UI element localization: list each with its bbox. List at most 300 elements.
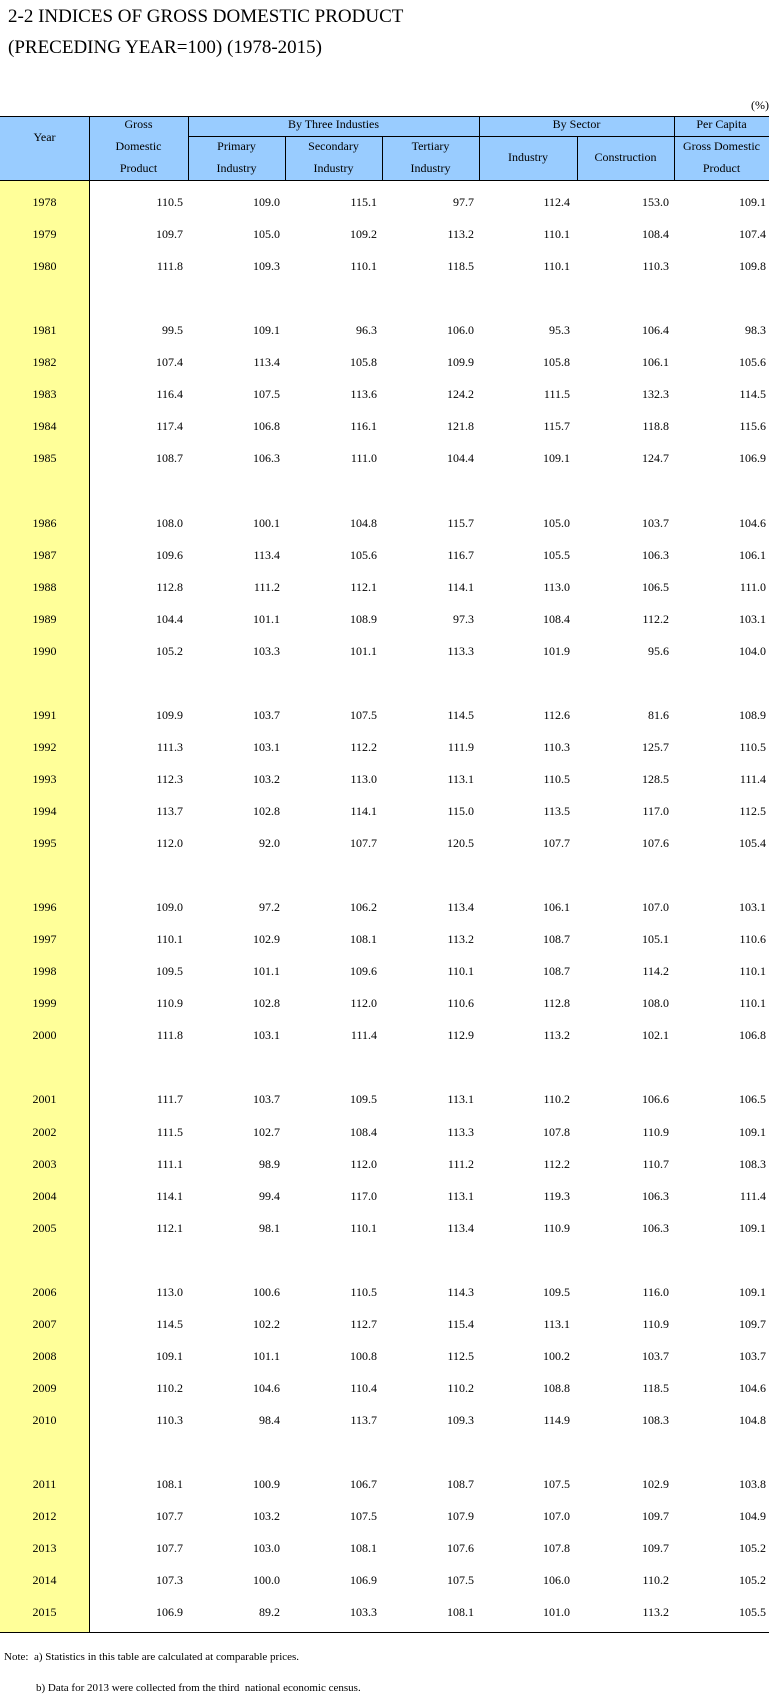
year-cell: 1982 (32, 355, 57, 370)
construction-cell: 95.6 (648, 643, 669, 658)
year-cell: 2006 (32, 1284, 57, 1299)
construction-cell: 112.2 (642, 611, 669, 626)
year-cell: 1996 (32, 900, 57, 915)
primary-cell: 104.6 (253, 1380, 280, 1395)
primary-cell: 103.2 (253, 771, 280, 786)
per-capita-cell: 110.1 (739, 996, 766, 1011)
gdp-cell: 112.8 (156, 579, 183, 594)
construction-cell: 110.9 (642, 1124, 669, 1139)
industry-cell: 101.9 (543, 643, 570, 658)
header-divider (188, 116, 189, 181)
table-row (0, 1019, 769, 1051)
tertiary-cell: 97.3 (453, 611, 474, 626)
tertiary-cell: 114.5 (447, 707, 474, 722)
tertiary-cell: 113.2 (447, 932, 474, 947)
note-line1: Note: a) Statistics in this table are calculated at comparable prices. (4, 1651, 300, 1663)
tertiary-cell: 113.3 (447, 1124, 474, 1139)
gdp-cell: 109.0 (156, 900, 183, 915)
secondary-cell: 111.0 (350, 451, 377, 466)
construction-cell: 105.1 (642, 932, 669, 947)
construction-cell: 110.2 (642, 1573, 669, 1588)
per-capita-cell: 108.3 (739, 1156, 766, 1171)
construction-cell: 106.4 (642, 323, 669, 338)
secondary-cell: 96.3 (356, 323, 377, 338)
primary-cell: 109.3 (253, 259, 280, 274)
per-capita-cell: 109.1 (739, 1284, 766, 1299)
gdp-cell: 116.4 (156, 387, 183, 402)
per-capita-cell: 111.4 (739, 1188, 766, 1203)
industry-cell: 112.6 (543, 707, 570, 722)
construction-cell: 103.7 (642, 515, 669, 530)
per-capita-cell: 109.8 (739, 259, 766, 274)
year-cell: 2005 (32, 1220, 57, 1235)
per-capita-cell: 112.5 (739, 803, 766, 818)
gdp-cell: 111.8 (156, 259, 183, 274)
gdp-cell: 105.2 (156, 643, 183, 658)
year-cell: 2009 (32, 1380, 57, 1395)
table-row (0, 955, 769, 987)
year-cell: 2013 (32, 1541, 57, 1556)
industry-cell: 114.9 (543, 1412, 570, 1427)
tertiary-cell: 115.0 (447, 803, 474, 818)
year-cell: 1999 (32, 996, 57, 1011)
year-cell: 2015 (32, 1605, 57, 1620)
construction-cell: 109.7 (642, 1541, 669, 1556)
gdp-cell: 107.4 (156, 355, 183, 370)
tertiary-cell: 113.1 (447, 1092, 474, 1107)
table-row (0, 1116, 769, 1148)
per-capita-cell: 98.3 (745, 323, 766, 338)
table-top-rule (0, 116, 769, 117)
construction-cell: 108.0 (642, 996, 669, 1011)
per-capita-cell: 109.1 (739, 195, 766, 209)
table-row (0, 250, 769, 282)
gdp-cell: 108.1 (156, 1477, 183, 1491)
primary-cell: 99.4 (259, 1188, 280, 1203)
secondary-cell: 110.1 (350, 259, 377, 274)
secondary-cell: 115.1 (350, 195, 377, 209)
gdp-cell: 111.8 (156, 1028, 183, 1043)
table-row (0, 763, 769, 795)
industry-cell: 110.5 (543, 771, 570, 786)
per-capita-cell: 106.5 (739, 1092, 766, 1107)
year-cell: 1991 (32, 707, 57, 722)
secondary-cell: 101.1 (350, 643, 377, 658)
gdp-cell: 109.5 (156, 964, 183, 979)
tertiary-cell: 113.4 (447, 1220, 474, 1235)
secondary-cell: 110.1 (350, 1220, 377, 1235)
primary-cell: 100.1 (253, 515, 280, 530)
primary-cell: 102.8 (253, 803, 280, 818)
gdp-cell: 112.1 (156, 1220, 183, 1235)
industry-cell: 105.0 (543, 515, 570, 530)
gdp-cell: 109.9 (156, 707, 183, 722)
construction-cell: 110.3 (642, 259, 669, 274)
table-row (0, 635, 769, 667)
secondary-cell: 112.1 (350, 579, 377, 594)
tertiary-cell: 112.9 (447, 1028, 474, 1043)
tertiary-cell: 113.4 (447, 900, 474, 915)
year-cell: 1993 (32, 771, 57, 786)
construction-cell: 125.7 (642, 739, 669, 754)
primary-cell: 103.1 (253, 739, 280, 754)
year-cell: 1990 (32, 643, 57, 658)
table-row (0, 699, 769, 731)
construction-cell: 106.3 (642, 1220, 669, 1235)
header-per-capita-line3: Product (702, 161, 741, 175)
gdp-cell: 109.7 (156, 227, 183, 241)
industry-cell: 108.4 (543, 611, 570, 626)
tertiary-cell: 107.6 (447, 1541, 474, 1556)
per-capita-cell: 111.4 (739, 771, 766, 786)
primary-cell: 102.7 (253, 1124, 280, 1139)
year-cell: 1986 (32, 515, 57, 530)
gdp-cell: 117.4 (156, 419, 183, 434)
construction-cell: 106.5 (642, 579, 669, 594)
primary-cell: 92.0 (259, 836, 280, 850)
primary-cell: 103.1 (253, 1028, 280, 1043)
secondary-cell: 107.5 (350, 1509, 377, 1524)
industry-cell: 105.5 (543, 547, 570, 562)
industry-cell: 108.7 (543, 964, 570, 979)
primary-cell: 103.0 (253, 1541, 280, 1556)
industry-cell: 95.3 (549, 323, 570, 338)
header-construction: Construction (594, 150, 657, 164)
secondary-cell: 112.7 (350, 1316, 377, 1331)
per-capita-cell: 115.6 (739, 419, 766, 434)
tertiary-cell: 104.4 (447, 451, 474, 466)
tertiary-cell: 106.0 (447, 323, 474, 338)
secondary-cell: 108.1 (350, 932, 377, 947)
secondary-cell: 106.2 (350, 900, 377, 915)
secondary-cell: 112.0 (350, 996, 377, 1011)
secondary-cell: 112.0 (350, 1156, 377, 1171)
secondary-cell: 108.1 (350, 1541, 377, 1556)
industry-cell: 109.1 (543, 451, 570, 466)
per-capita-cell: 106.9 (739, 451, 766, 466)
header-primary-line1: Primary (217, 139, 256, 153)
per-capita-cell: 105.6 (739, 355, 766, 370)
secondary-cell: 107.5 (350, 707, 377, 722)
construction-cell: 106.3 (642, 547, 669, 562)
construction-cell: 108.3 (642, 1412, 669, 1427)
primary-cell: 113.4 (253, 547, 280, 562)
construction-cell: 81.6 (648, 707, 669, 722)
per-capita-cell: 105.2 (739, 1573, 766, 1588)
gdp-cell: 110.3 (156, 1412, 183, 1427)
gdp-cell: 112.0 (156, 836, 183, 850)
year-cell: 1992 (32, 739, 57, 754)
primary-cell: 101.1 (253, 1348, 280, 1363)
tertiary-cell: 114.1 (447, 579, 474, 594)
industry-cell: 113.0 (543, 579, 570, 594)
header-per-capita-line1: Per Capita (696, 117, 747, 131)
construction-cell: 117.0 (642, 803, 669, 818)
primary-cell: 105.0 (253, 227, 280, 241)
per-capita-cell: 104.0 (739, 643, 766, 658)
secondary-cell: 114.1 (350, 803, 377, 818)
per-capita-cell: 103.7 (739, 1348, 766, 1363)
gdp-indices-table (0, 116, 769, 1633)
table-row (0, 891, 769, 923)
year-cell: 2012 (32, 1509, 57, 1524)
primary-cell: 109.1 (253, 323, 280, 338)
secondary-cell: 109.2 (350, 227, 377, 241)
industry-cell: 110.9 (543, 1220, 570, 1235)
per-capita-cell: 110.6 (739, 932, 766, 947)
industry-cell: 111.5 (543, 387, 570, 402)
year-cell: 1989 (32, 611, 57, 626)
gdp-cell: 113.7 (156, 803, 183, 818)
gdp-cell: 111.5 (156, 1124, 183, 1139)
secondary-cell: 113.6 (350, 387, 377, 402)
industry-cell: 113.2 (543, 1028, 570, 1043)
per-capita-cell: 103.1 (739, 900, 766, 915)
per-capita-cell: 110.5 (739, 739, 766, 754)
table-row (0, 1468, 769, 1500)
secondary-cell: 100.8 (350, 1348, 377, 1363)
table-row (0, 987, 769, 1019)
note-line2: b) Data for 2013 were collected from the third national economic census. (36, 1682, 361, 1694)
secondary-cell: 117.0 (350, 1188, 377, 1203)
table-row (0, 507, 769, 539)
year-cell: 2000 (32, 1028, 57, 1043)
per-capita-cell: 107.4 (739, 227, 766, 241)
header-divider (479, 116, 480, 181)
header-gdp-line1: Gross (124, 117, 153, 131)
per-capita-cell: 106.1 (739, 547, 766, 562)
primary-cell: 98.4 (259, 1412, 280, 1427)
per-capita-cell: 105.2 (739, 1541, 766, 1556)
construction-cell: 128.5 (642, 771, 669, 786)
table-row (0, 1340, 769, 1372)
header-divider (674, 116, 675, 181)
construction-cell: 109.7 (642, 1509, 669, 1524)
table-bottom-rule (0, 1632, 769, 1633)
tertiary-cell: 110.1 (447, 964, 474, 979)
year-cell: 1994 (32, 803, 57, 818)
secondary-cell: 105.6 (350, 547, 377, 562)
table-row (0, 1404, 769, 1436)
year-cell: 1995 (32, 836, 57, 850)
table-row (0, 1532, 769, 1564)
industry-cell: 100.2 (543, 1348, 570, 1363)
gdp-cell: 109.6 (156, 547, 183, 562)
gdp-cell: 107.7 (156, 1509, 183, 1524)
secondary-cell: 113.7 (350, 1412, 377, 1427)
industry-cell: 110.1 (543, 227, 570, 241)
gdp-cell: 108.7 (156, 451, 183, 466)
industry-cell: 119.3 (543, 1188, 570, 1203)
construction-cell: 102.9 (642, 1477, 669, 1491)
construction-cell: 124.7 (642, 451, 669, 466)
year-cell: 1978 (32, 195, 57, 209)
header-bottom-rule (0, 180, 769, 181)
table-row (0, 795, 769, 827)
secondary-cell: 112.2 (350, 739, 377, 754)
industry-cell: 110.2 (543, 1092, 570, 1107)
per-capita-cell: 103.8 (739, 1477, 766, 1491)
primary-cell: 98.9 (259, 1156, 280, 1171)
industry-cell: 107.8 (543, 1541, 570, 1556)
gdp-cell: 107.3 (156, 1573, 183, 1588)
construction-cell: 153.0 (642, 195, 669, 209)
tertiary-cell: 115.7 (447, 515, 474, 530)
construction-cell: 107.0 (642, 900, 669, 915)
industry-cell: 108.7 (543, 932, 570, 947)
year-cell: 2008 (32, 1348, 57, 1363)
table-row (0, 1308, 769, 1340)
gdp-cell: 111.3 (156, 739, 183, 754)
gdp-cell: 110.1 (156, 932, 183, 947)
gdp-cell: 99.5 (162, 323, 183, 338)
tertiary-cell: 108.1 (447, 1605, 474, 1620)
primary-cell: 111.2 (253, 579, 280, 594)
primary-cell: 107.5 (253, 387, 280, 402)
gdp-cell: 110.5 (156, 195, 183, 209)
industry-cell: 112.2 (543, 1156, 570, 1171)
primary-cell: 98.1 (259, 1220, 280, 1235)
gdp-cell: 113.0 (156, 1284, 183, 1299)
table-row (0, 378, 769, 410)
per-capita-cell: 104.6 (739, 1380, 766, 1395)
construction-cell: 114.2 (642, 964, 669, 979)
table-title-line2: (PRECEDING YEAR=100) (1978-2015) (8, 37, 322, 58)
year-cell: 2014 (32, 1573, 57, 1588)
table-row (0, 603, 769, 635)
secondary-cell: 109.6 (350, 964, 377, 979)
primary-cell: 109.0 (253, 195, 280, 209)
header-per-capita-line2: Gross Domestic (683, 139, 760, 153)
construction-cell: 106.6 (642, 1092, 669, 1107)
industry-cell: 101.0 (543, 1605, 570, 1620)
table-row (0, 827, 769, 859)
year-cell: 1987 (32, 547, 57, 562)
construction-cell: 113.2 (642, 1605, 669, 1620)
table-row (0, 1500, 769, 1532)
header-secondary-line1: Secondary (308, 139, 359, 153)
construction-cell: 118.8 (642, 419, 669, 434)
year-cell: 1981 (32, 323, 57, 338)
table-row (0, 410, 769, 442)
tertiary-cell: 113.1 (447, 1188, 474, 1203)
year-cell: 1988 (32, 579, 57, 594)
year-cell: 2002 (32, 1124, 57, 1139)
year-cell: 2007 (32, 1316, 57, 1331)
tertiary-cell: 111.2 (447, 1156, 474, 1171)
construction-cell: 106.3 (642, 1188, 669, 1203)
header-divider (382, 136, 383, 181)
tertiary-cell: 107.9 (447, 1509, 474, 1524)
secondary-cell: 108.4 (350, 1124, 377, 1139)
unit-label: (%) (751, 98, 769, 112)
year-cell: 1985 (32, 451, 57, 466)
primary-cell: 97.2 (259, 900, 280, 915)
header-by-sector: By Sector (552, 117, 601, 131)
header-gdp-line2: Domestic (115, 139, 162, 153)
secondary-cell: 107.7 (350, 836, 377, 850)
secondary-cell: 106.9 (350, 1573, 377, 1588)
header-primary-line2: Industry (216, 161, 257, 175)
secondary-cell: 105.8 (350, 355, 377, 370)
primary-cell: 101.1 (253, 611, 280, 626)
year-cell: 2010 (32, 1412, 57, 1427)
gdp-cell: 109.1 (156, 1348, 183, 1363)
primary-cell: 100.0 (253, 1573, 280, 1588)
secondary-cell: 116.1 (350, 419, 377, 434)
table-row (0, 314, 769, 346)
industry-cell: 107.5 (543, 1477, 570, 1491)
header-by-three-industries: By Three Industies (287, 117, 380, 131)
gdp-cell: 107.7 (156, 1541, 183, 1556)
gdp-cell: 111.1 (156, 1156, 183, 1171)
gdp-cell: 111.7 (156, 1092, 183, 1107)
primary-cell: 113.4 (253, 355, 280, 370)
tertiary-cell: 108.7 (447, 1477, 474, 1491)
year-cell: 2003 (32, 1156, 57, 1171)
construction-cell: 110.7 (642, 1156, 669, 1171)
table-row (0, 1596, 769, 1628)
tertiary-cell: 97.7 (453, 195, 474, 209)
primary-cell: 102.8 (253, 996, 280, 1011)
industry-cell: 105.8 (543, 355, 570, 370)
industry-cell: 110.3 (543, 739, 570, 754)
table-row (0, 1372, 769, 1404)
tertiary-cell: 111.9 (447, 739, 474, 754)
tertiary-cell: 114.3 (447, 1284, 474, 1299)
construction-cell: 102.1 (642, 1028, 669, 1043)
gdp-cell: 108.0 (156, 515, 183, 530)
table-row (0, 571, 769, 603)
per-capita-cell: 104.8 (739, 1412, 766, 1427)
per-capita-cell: 109.7 (739, 1316, 766, 1331)
industry-cell: 112.8 (543, 996, 570, 1011)
industry-cell: 113.1 (543, 1316, 570, 1331)
industry-cell: 110.1 (543, 259, 570, 274)
per-capita-cell: 109.1 (739, 1220, 766, 1235)
secondary-cell: 111.4 (350, 1028, 377, 1043)
per-capita-cell: 111.0 (739, 579, 766, 594)
industry-cell: 107.0 (543, 1509, 570, 1524)
tertiary-cell: 120.5 (447, 836, 474, 850)
primary-cell: 101.1 (253, 964, 280, 979)
table-row (0, 1212, 769, 1244)
table-row (0, 923, 769, 955)
industry-cell: 112.4 (543, 195, 570, 209)
year-cell: 1984 (32, 419, 57, 434)
tertiary-cell: 121.8 (447, 419, 474, 434)
secondary-cell: 104.8 (350, 515, 377, 530)
header-divider (285, 136, 286, 181)
per-capita-cell: 103.1 (739, 611, 766, 626)
construction-cell: 103.7 (642, 1348, 669, 1363)
gdp-cell: 106.9 (156, 1605, 183, 1620)
industry-cell: 115.7 (543, 419, 570, 434)
table-row (0, 731, 769, 763)
year-cell: 2011 (32, 1477, 57, 1491)
construction-cell: 118.5 (642, 1380, 669, 1395)
tertiary-cell: 118.5 (447, 259, 474, 274)
construction-cell: 110.9 (642, 1316, 669, 1331)
header-industry: Industry (508, 150, 548, 164)
tertiary-cell: 116.7 (447, 547, 474, 562)
gdp-cell: 112.3 (156, 771, 183, 786)
table-row (0, 1180, 769, 1212)
table-row (0, 1148, 769, 1180)
industry-cell: 108.8 (543, 1380, 570, 1395)
primary-cell: 89.2 (259, 1605, 280, 1620)
primary-cell: 103.7 (253, 707, 280, 722)
